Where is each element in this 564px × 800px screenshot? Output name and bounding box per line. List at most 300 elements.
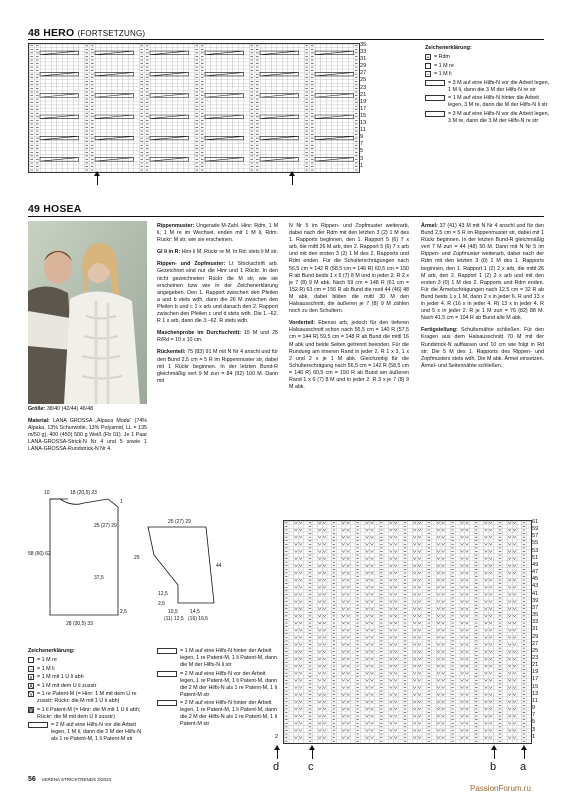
purl-mark xyxy=(404,641,406,642)
purl-mark xyxy=(356,526,358,527)
purl-mark xyxy=(499,673,501,674)
purl-mark xyxy=(356,641,358,642)
purl-mark xyxy=(356,608,358,609)
purl-mark xyxy=(451,523,453,524)
purl-mark xyxy=(86,166,89,167)
purl-mark xyxy=(499,712,501,713)
purl-mark xyxy=(451,723,453,724)
purl-mark xyxy=(311,124,314,125)
purl-mark xyxy=(404,644,406,645)
purl-mark xyxy=(404,730,406,731)
purl-mark xyxy=(251,99,254,100)
purl-mark xyxy=(333,587,335,588)
purl-mark xyxy=(141,67,144,68)
purl-mark xyxy=(256,106,259,107)
purl-mark xyxy=(91,63,94,64)
purl-mark xyxy=(86,63,89,64)
purl-mark xyxy=(499,737,501,738)
sleeve-dim-mid: 12,5 xyxy=(158,591,168,597)
purl-mark xyxy=(311,106,314,107)
purl-mark xyxy=(309,573,311,574)
purl-mark xyxy=(404,623,406,624)
size-value: 38/40 (42/44) 46/48 xyxy=(46,406,94,412)
purl-mark xyxy=(475,648,477,649)
purl-mark xyxy=(285,741,287,742)
paragraph-heading: Fertigstellung: xyxy=(421,327,458,334)
purl-mark xyxy=(86,46,89,47)
purl-mark xyxy=(475,633,477,634)
purl-mark xyxy=(451,698,453,699)
purl-mark xyxy=(499,616,501,617)
purl-mark xyxy=(380,633,382,634)
purl-mark xyxy=(356,709,358,710)
purl-mark xyxy=(333,684,335,685)
purl-mark xyxy=(91,148,94,149)
purl-mark xyxy=(475,551,477,552)
purl-mark xyxy=(356,540,358,541)
purl-mark xyxy=(256,77,259,78)
purl-mark xyxy=(285,694,287,695)
purl-mark xyxy=(31,120,34,121)
purl-mark xyxy=(499,730,501,731)
purl-mark xyxy=(451,673,453,674)
purl-mark xyxy=(475,734,477,735)
purl-mark xyxy=(256,156,259,157)
hero-legend-item xyxy=(425,71,550,78)
purl-mark xyxy=(285,533,287,534)
purl-mark xyxy=(146,102,149,103)
purl-mark xyxy=(333,648,335,649)
row-number: 47 xyxy=(532,569,539,576)
purl-mark xyxy=(380,530,382,531)
purl-mark xyxy=(404,537,406,538)
row-number: 7 xyxy=(532,712,536,719)
hosea-knitting-chart xyxy=(283,520,532,744)
purl-mark xyxy=(451,737,453,738)
purl-mark xyxy=(523,655,525,656)
purl-mark xyxy=(380,705,382,706)
purl-mark xyxy=(499,612,501,613)
purl-mark xyxy=(196,163,199,164)
purl-mark xyxy=(311,63,314,64)
purl-mark xyxy=(380,709,382,710)
purl-mark xyxy=(523,723,525,724)
purl-mark xyxy=(36,152,39,153)
purl-mark xyxy=(499,626,501,627)
purl-mark xyxy=(380,691,382,692)
purl-mark xyxy=(31,170,34,171)
purl-mark xyxy=(285,712,287,713)
purl-mark xyxy=(251,148,254,149)
purl-mark xyxy=(141,63,144,64)
purl-mark xyxy=(333,727,335,728)
purl-mark xyxy=(475,694,477,695)
purl-mark xyxy=(256,166,259,167)
purl-mark xyxy=(86,92,89,93)
purl-mark xyxy=(499,659,501,660)
purl-mark xyxy=(91,120,94,121)
purl-mark xyxy=(146,124,149,125)
purl-mark xyxy=(428,705,430,706)
purl-mark xyxy=(356,587,358,588)
purl-mark xyxy=(499,598,501,599)
purl-mark xyxy=(475,684,477,685)
purl-mark xyxy=(404,669,406,670)
purl-mark xyxy=(309,537,311,538)
purl-mark xyxy=(404,648,406,649)
legend-symbol-icon: A xyxy=(29,683,33,690)
purl-mark xyxy=(256,102,259,103)
purl-mark xyxy=(428,633,430,634)
purl-mark xyxy=(196,124,199,125)
purl-mark xyxy=(285,676,287,677)
purl-mark xyxy=(356,544,358,545)
purl-mark xyxy=(333,548,335,549)
purl-mark xyxy=(356,662,358,663)
legend-symbol-icon: V xyxy=(29,707,33,714)
purl-mark xyxy=(309,684,311,685)
purl-mark xyxy=(201,60,204,61)
purl-mark xyxy=(356,734,358,735)
purl-mark xyxy=(285,605,287,606)
purl-mark xyxy=(428,630,430,631)
row-number: 25 xyxy=(532,647,539,654)
purl-mark xyxy=(86,134,89,135)
purl-mark xyxy=(475,698,477,699)
purl-mark xyxy=(380,730,382,731)
purl-mark xyxy=(256,88,259,89)
purl-mark xyxy=(404,598,406,599)
purl-mark xyxy=(141,109,144,110)
purl-mark xyxy=(355,63,358,64)
purl-mark xyxy=(499,573,501,574)
purl-mark xyxy=(475,669,477,670)
row-number: 1 xyxy=(360,162,364,169)
purl-mark xyxy=(196,170,199,171)
purl-mark xyxy=(86,49,89,50)
purl-mark xyxy=(404,523,406,524)
purl-mark xyxy=(309,583,311,584)
purl-mark xyxy=(451,705,453,706)
sleeve-dim-small: 2,5 xyxy=(158,601,165,607)
purl-mark xyxy=(306,99,309,100)
purl-mark xyxy=(428,637,430,638)
purl-mark xyxy=(86,145,89,146)
purl-mark xyxy=(404,530,406,531)
row-number: 19 xyxy=(360,98,367,105)
purl-mark xyxy=(499,669,501,670)
legend-text: = 3 M auf eine Hilfs-N vor die Arbeit legen, 3 M re, dann die 3 M der Hilfs-N re str xyxy=(448,110,550,124)
purl-mark xyxy=(475,644,477,645)
purl-mark xyxy=(428,623,430,624)
purl-mark xyxy=(311,77,314,78)
purl-mark xyxy=(146,134,149,135)
purl-mark xyxy=(311,134,314,135)
purl-mark xyxy=(404,737,406,738)
purl-mark xyxy=(306,109,309,110)
purl-mark xyxy=(36,67,39,68)
purl-mark xyxy=(523,612,525,613)
purl-mark xyxy=(380,591,382,592)
purl-mark xyxy=(285,737,287,738)
purl-mark xyxy=(309,608,311,609)
purl-mark xyxy=(355,53,358,54)
purl-mark xyxy=(36,53,39,54)
purl-mark xyxy=(86,70,89,71)
purl-mark xyxy=(355,170,358,171)
purl-mark xyxy=(141,163,144,164)
purl-mark xyxy=(428,626,430,627)
purl-mark xyxy=(355,95,358,96)
purl-mark xyxy=(451,619,453,620)
purl-mark xyxy=(256,95,259,96)
purl-mark xyxy=(499,623,501,624)
purl-mark xyxy=(451,616,453,617)
purl-mark xyxy=(311,95,314,96)
purl-mark xyxy=(451,641,453,642)
sleeve-dim-bottom-4: (16) 16,5 xyxy=(188,616,209,622)
dim-left-1: 58 (60) 62 xyxy=(28,551,51,557)
purl-mark xyxy=(141,117,144,118)
row-number: 5 xyxy=(532,719,536,726)
purl-mark xyxy=(523,741,525,742)
purl-mark xyxy=(499,544,501,545)
purl-mark xyxy=(309,601,311,602)
purl-mark xyxy=(256,141,259,142)
purl-mark xyxy=(451,694,453,695)
purl-mark xyxy=(306,63,309,64)
hosea-row-2-label: 2 xyxy=(275,734,279,740)
purl-mark xyxy=(380,526,382,527)
purl-mark xyxy=(380,684,382,685)
purl-mark xyxy=(475,687,477,688)
purl-mark xyxy=(306,106,309,107)
hosea-legend-item xyxy=(28,683,148,690)
purl-mark xyxy=(499,709,501,710)
purl-mark xyxy=(146,49,149,50)
purl-mark xyxy=(451,637,453,638)
purl-mark xyxy=(311,163,314,164)
purl-mark xyxy=(356,533,358,534)
purl-mark xyxy=(333,601,335,602)
purl-mark xyxy=(251,152,254,153)
purl-mark xyxy=(523,727,525,728)
purl-mark xyxy=(31,56,34,57)
hero-legend-item xyxy=(425,80,550,94)
paragraph-text: Hinr li M, Rückr re M. In Rd: stets li M str. xyxy=(181,249,278,256)
purl-mark xyxy=(380,598,382,599)
purl-mark xyxy=(309,662,311,663)
legend-text: = 1 li Patent-M (= Hinr: die M mit 1 U li abh; Rückr: die M mit dem U li zusstr) xyxy=(37,706,141,720)
purl-mark xyxy=(256,53,259,54)
purl-mark xyxy=(141,70,144,71)
purl-mark xyxy=(333,712,335,713)
purl-mark xyxy=(36,127,39,128)
purl-mark xyxy=(428,691,430,692)
purl-mark xyxy=(428,698,430,699)
purl-mark xyxy=(309,555,311,556)
purl-mark xyxy=(36,74,39,75)
purl-mark xyxy=(355,109,358,110)
purl-mark xyxy=(523,691,525,692)
purl-mark xyxy=(475,623,477,624)
purl-mark xyxy=(146,141,149,142)
purl-mark xyxy=(451,526,453,527)
purl-mark xyxy=(404,580,406,581)
purl-mark xyxy=(428,673,430,674)
instructions-column-2 xyxy=(157,223,278,390)
purl-mark xyxy=(404,662,406,663)
hosea-legend-item xyxy=(157,700,279,728)
purl-mark xyxy=(428,548,430,549)
purl-mark xyxy=(451,684,453,685)
purl-mark xyxy=(355,127,358,128)
purl-mark xyxy=(141,106,144,107)
purl-mark xyxy=(451,612,453,613)
purl-mark xyxy=(251,134,254,135)
purl-mark xyxy=(146,92,149,93)
purl-mark xyxy=(141,141,144,142)
row-number: 49 xyxy=(532,561,539,568)
purl-mark xyxy=(306,113,309,114)
purl-mark xyxy=(196,134,199,135)
purl-mark xyxy=(355,117,358,118)
purl-mark xyxy=(475,594,477,595)
purl-mark xyxy=(196,138,199,139)
purl-mark xyxy=(311,159,314,160)
purl-mark xyxy=(451,562,453,563)
purl-mark xyxy=(201,170,204,171)
purl-mark xyxy=(91,152,94,153)
purl-mark xyxy=(31,141,34,142)
purl-mark xyxy=(428,702,430,703)
purl-mark xyxy=(499,680,501,681)
purl-mark xyxy=(306,124,309,125)
purl-mark xyxy=(196,131,199,132)
purl-mark xyxy=(201,56,204,57)
purl-mark xyxy=(499,533,501,534)
purl-mark xyxy=(31,102,34,103)
purl-mark xyxy=(31,152,34,153)
purl-mark xyxy=(523,523,525,524)
purl-mark xyxy=(311,70,314,71)
sleeve-dim-right: 44 xyxy=(216,563,222,569)
purl-mark xyxy=(309,523,311,524)
purl-mark xyxy=(36,56,39,57)
purl-mark xyxy=(451,727,453,728)
purl-mark xyxy=(146,70,149,71)
purl-mark xyxy=(141,88,144,89)
purl-mark xyxy=(356,644,358,645)
purl-mark xyxy=(451,719,453,720)
purl-mark xyxy=(356,684,358,685)
purl-mark xyxy=(356,659,358,660)
model-photo xyxy=(28,221,147,404)
purl-mark xyxy=(201,117,204,118)
purl-mark xyxy=(91,56,94,57)
purl-mark xyxy=(333,705,335,706)
purl-mark xyxy=(86,170,89,171)
row-number: 41 xyxy=(532,590,539,597)
purl-mark xyxy=(91,88,94,89)
purl-mark xyxy=(309,623,311,624)
purl-mark xyxy=(404,587,406,588)
purl-mark xyxy=(86,74,89,75)
legend-text: = 2 M auf eine Hilfs-N hinter der Arbeit legen, 1 re Patent-M, 1 li Patent-M, dann die 2 M der Hilfs-N als 1 re Patent-M, 1 li Patent-M str xyxy=(180,700,278,727)
purl-mark xyxy=(146,85,149,86)
purl-mark xyxy=(380,723,382,724)
purl-mark xyxy=(428,591,430,592)
dim-small-1: 1 xyxy=(120,499,123,505)
purl-mark xyxy=(146,166,149,167)
row-number: 33 xyxy=(360,49,367,56)
row-number: 27 xyxy=(360,70,367,77)
purl-mark xyxy=(333,633,335,634)
purl-mark xyxy=(333,655,335,656)
purl-mark xyxy=(404,727,406,728)
paragraph-heading: Rückenteil: xyxy=(157,349,186,356)
purl-mark xyxy=(36,60,39,61)
purl-mark xyxy=(31,163,34,164)
purl-mark xyxy=(499,698,501,699)
purl-mark xyxy=(355,145,358,146)
purl-mark xyxy=(309,630,311,631)
purl-mark xyxy=(31,49,34,50)
legend-text: = Rdm xyxy=(434,54,451,60)
purl-mark xyxy=(523,694,525,695)
purl-mark xyxy=(196,159,199,160)
row-number: 43 xyxy=(532,583,539,590)
purl-mark xyxy=(475,676,477,677)
purl-mark xyxy=(356,555,358,556)
purl-mark xyxy=(251,138,254,139)
purl-mark xyxy=(380,644,382,645)
cable-symbol-icon xyxy=(425,111,445,117)
cable-symbol-icon xyxy=(157,648,177,654)
purl-mark xyxy=(404,616,406,617)
purl-mark xyxy=(499,530,501,531)
purl-mark xyxy=(380,659,382,660)
purl-mark xyxy=(523,558,525,559)
purl-mark xyxy=(475,540,477,541)
purl-mark xyxy=(285,669,287,670)
purl-mark xyxy=(499,684,501,685)
purl-mark xyxy=(404,544,406,545)
purl-mark xyxy=(380,687,382,688)
purl-mark xyxy=(404,633,406,634)
purl-mark xyxy=(355,49,358,50)
hero-legend-item xyxy=(425,54,550,61)
row-number: 19 xyxy=(532,669,539,676)
purl-mark xyxy=(499,655,501,656)
purl-mark xyxy=(309,694,311,695)
purl-mark xyxy=(451,691,453,692)
purl-mark xyxy=(311,113,314,114)
purl-mark xyxy=(309,580,311,581)
purl-mark xyxy=(285,612,287,613)
purl-mark xyxy=(356,583,358,584)
purl-mark xyxy=(380,544,382,545)
purl-mark xyxy=(380,655,382,656)
purl-mark xyxy=(499,594,501,595)
purl-mark xyxy=(499,523,501,524)
purl-mark xyxy=(285,687,287,688)
purl-mark xyxy=(201,99,204,100)
purl-mark xyxy=(201,159,204,160)
purl-mark xyxy=(36,148,39,149)
purl-mark xyxy=(404,702,406,703)
material-label: Material: xyxy=(28,418,50,425)
